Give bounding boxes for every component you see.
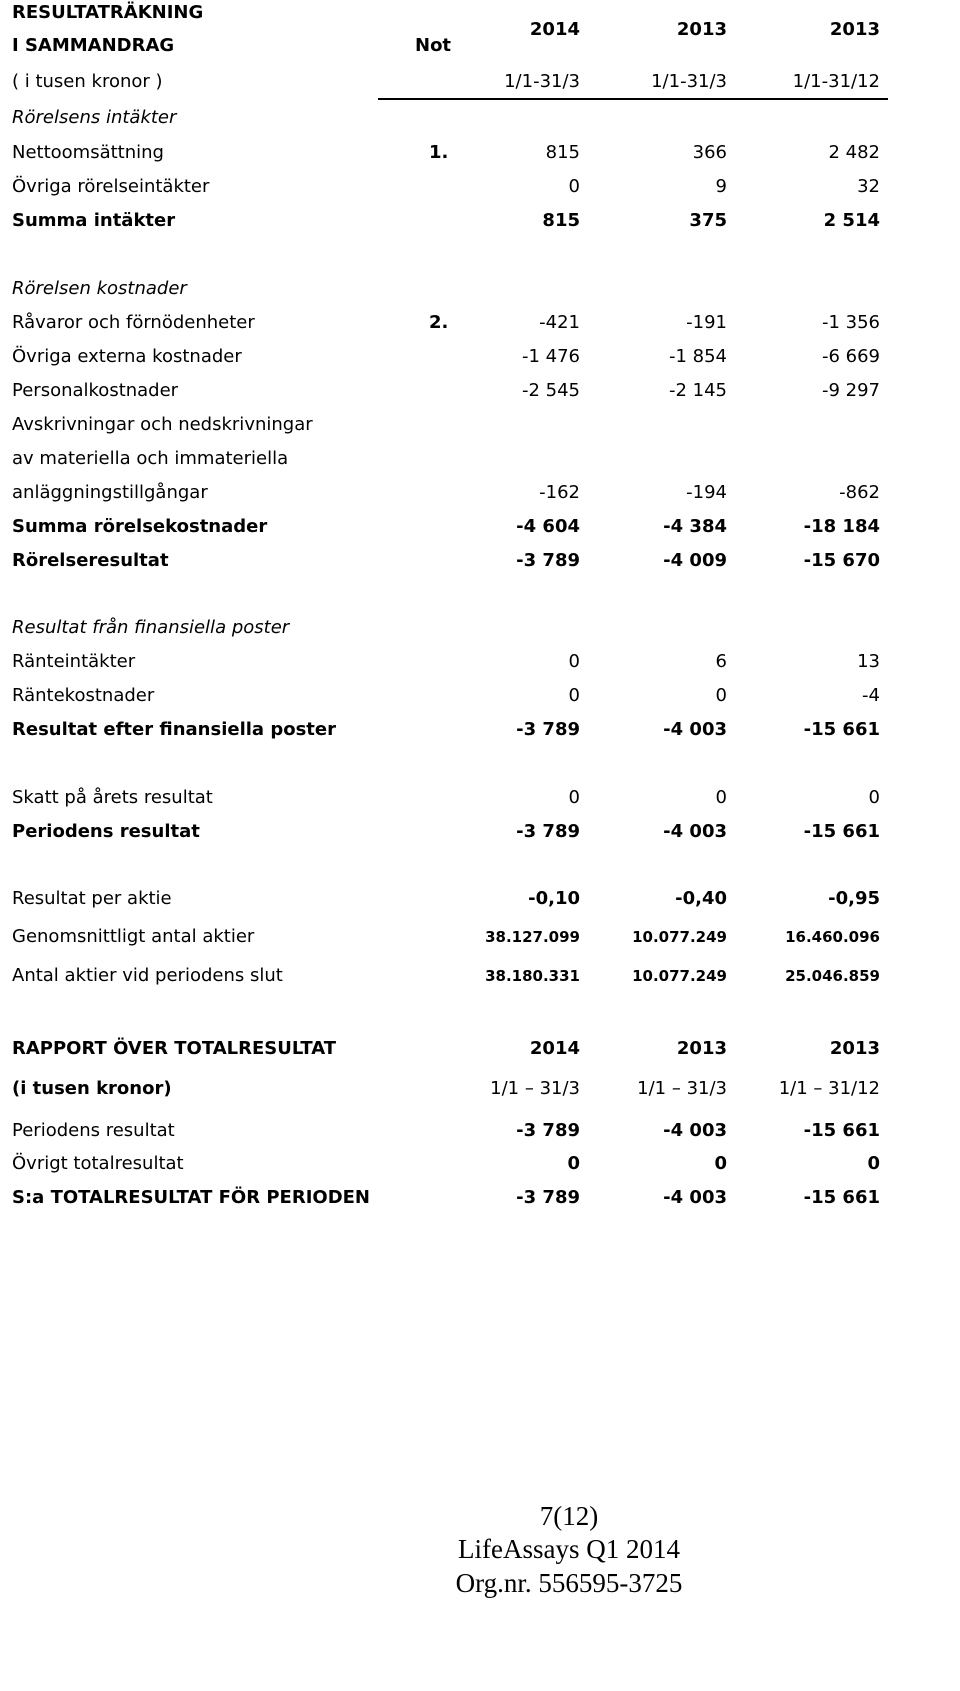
value-col1: 0 — [568, 176, 580, 197]
section-heading-label: Rörelsen kostnader — [12, 278, 187, 299]
value-col1: -2 545 — [521, 380, 580, 401]
value-col2: -0,40 — [675, 888, 727, 909]
value-col2: -194 — [686, 482, 727, 503]
value-col1: 38.127.099 — [485, 928, 580, 946]
value-col3: 2 482 — [828, 142, 880, 163]
value-col3: 2 514 — [823, 210, 880, 231]
note-reference: 1. — [429, 142, 449, 163]
value-col1: 0 — [568, 685, 580, 706]
row-interest-income — [0, 645, 960, 679]
row-label: S:a TOTALRESULTAT FÖR PERIODEN — [12, 1187, 370, 1208]
section-heading-label: Resultat från finansiella poster — [12, 617, 290, 638]
year-header-col1: 2014 — [529, 1038, 580, 1059]
row-label: Ränteintäkter — [12, 651, 136, 672]
report-name: LifeAssays Q1 2014 — [458, 1534, 680, 1564]
row-label: Genomsnittligt antal aktier — [12, 926, 255, 947]
row-label: Resultat per aktie — [12, 888, 172, 909]
section-heading-revenue — [0, 101, 960, 135]
row-label: Nettoomsättning — [12, 142, 164, 163]
row-label: Summa rörelsekostnader — [12, 516, 268, 537]
value-col2: 0 — [715, 685, 727, 706]
value-col2: 9 — [715, 176, 727, 197]
row-result-after-financial — [0, 713, 960, 747]
value-col2: 0 — [714, 1153, 727, 1174]
value-col3: -15 661 — [803, 1120, 880, 1141]
section-heading-financial — [0, 611, 960, 645]
value-col2: -4 003 — [663, 1187, 727, 1208]
row-label: Övriga externa kostnader — [12, 346, 242, 367]
year-header-col2: 2013 — [676, 1038, 727, 1059]
value-col3: -9 297 — [821, 380, 880, 401]
row-total-comprehensive-income — [0, 1181, 960, 1215]
value-col1: -3 789 — [516, 719, 580, 740]
row-operating-result — [0, 544, 960, 578]
row-raw-materials — [0, 306, 960, 340]
value-col3: -4 — [862, 685, 880, 706]
unit-label: ( i tusen kronor ) — [12, 71, 163, 92]
value-col1: 815 — [542, 210, 580, 231]
value-col3: 0 — [868, 787, 880, 808]
statement-title-line1: RESULTATRÄKNING — [12, 2, 204, 23]
row-tax — [0, 781, 960, 815]
statement-title-line2: I SAMMANDRAG — [12, 35, 175, 56]
year-header-col2: 2013 — [676, 19, 727, 40]
value-col1: -4 604 — [516, 516, 580, 537]
note-reference: 2. — [429, 312, 449, 333]
value-col1: -3 789 — [516, 1120, 580, 1141]
row-other-operating-income — [0, 170, 960, 204]
value-col3: -15 670 — [803, 550, 880, 571]
statement-subtitle-row — [0, 33, 960, 59]
row-label: anläggningstillgångar — [12, 482, 208, 503]
value-col1: -0,10 — [528, 888, 580, 909]
period-header-col1: 1/1 – 31/3 — [490, 1078, 580, 1099]
value-col3: -15 661 — [803, 719, 880, 740]
row-label: Rörelseresultat — [12, 550, 169, 571]
row-depreciation-line1 — [0, 408, 960, 442]
value-col2: -4 384 — [663, 516, 727, 537]
row-personnel-costs — [0, 374, 960, 408]
row-label: Skatt på årets resultat — [12, 787, 213, 808]
value-col3: -18 184 — [803, 516, 880, 537]
value-col1: -3 789 — [516, 821, 580, 842]
row-label: Avskrivningar och nedskrivningar — [12, 414, 313, 435]
value-col2: -191 — [686, 312, 727, 333]
row-label: Övrigt totalresultat — [12, 1153, 184, 1174]
row-period-result — [0, 815, 960, 849]
year-header-col3: 2013 — [829, 1038, 880, 1059]
period-header-col1: 1/1-31/3 — [504, 71, 580, 92]
value-col3: 32 — [857, 176, 880, 197]
value-col3: -862 — [839, 482, 880, 503]
row-label: Summa intäkter — [12, 210, 176, 231]
row-average-shares — [0, 920, 960, 954]
value-col1: -1 476 — [521, 346, 580, 367]
value-col3: -0,95 — [828, 888, 880, 909]
comprehensive-title-row — [0, 1032, 960, 1066]
row-total-revenue — [0, 204, 960, 238]
value-col3: -1 356 — [821, 312, 880, 333]
row-label: Resultat efter finansiella poster — [12, 719, 336, 740]
row-depreciation-line2 — [0, 442, 960, 476]
value-col2: -1 854 — [668, 346, 727, 367]
unit-label: (i tusen kronor) — [12, 1078, 172, 1099]
row-comprehensive-period-result — [0, 1114, 960, 1148]
value-col2: -4 003 — [663, 1120, 727, 1141]
value-col3: -15 661 — [803, 1187, 880, 1208]
period-header-col2: 1/1 – 31/3 — [637, 1078, 727, 1099]
value-col3: -15 661 — [803, 821, 880, 842]
value-col1: -3 789 — [516, 1187, 580, 1208]
year-header-col1: 2014 — [529, 19, 580, 40]
row-depreciation — [0, 476, 960, 510]
comprehensive-unit-row — [0, 1072, 960, 1106]
row-label: Antal aktier vid periodens slut — [12, 965, 283, 986]
row-shares-end-of-period — [0, 959, 960, 993]
value-col1: 815 — [545, 142, 580, 163]
period-header-col3: 1/1 – 31/12 — [778, 1078, 880, 1099]
row-other-comprehensive-income — [0, 1147, 960, 1181]
value-col2: 10.077.249 — [632, 967, 727, 985]
period-header-col2: 1/1-31/3 — [651, 71, 727, 92]
year-header-col3: 2013 — [829, 19, 880, 40]
value-col2: 0 — [715, 787, 727, 808]
row-interest-expense — [0, 679, 960, 713]
value-col3: 0 — [867, 1153, 880, 1174]
row-label: Råvaror och förnödenheter — [12, 312, 255, 333]
row-total-operating-costs — [0, 510, 960, 544]
value-col3: 16.460.096 — [785, 928, 880, 946]
value-col2: 375 — [689, 210, 727, 231]
value-col1: 0 — [568, 787, 580, 808]
row-earnings-per-share — [0, 882, 960, 916]
value-col2: -4 003 — [663, 821, 727, 842]
row-label: Räntekostnader — [12, 685, 155, 706]
row-label: av materiella och immateriella — [12, 448, 289, 469]
section-heading-costs — [0, 272, 960, 306]
row-label: Periodens resultat — [12, 1120, 175, 1141]
value-col2: 6 — [715, 651, 727, 672]
row-label: Personalkostnader — [12, 380, 179, 401]
value-col2: 10.077.249 — [632, 928, 727, 946]
row-label: Periodens resultat — [12, 821, 200, 842]
comprehensive-title: RAPPORT ÖVER TOTALRESULTAT — [12, 1038, 337, 1059]
note-column-header: Not — [415, 35, 452, 56]
section-heading-label: Rörelsens intäkter — [12, 107, 177, 128]
row-net-sales — [0, 136, 960, 170]
period-header-col3: 1/1-31/12 — [792, 71, 880, 92]
value-col3: -6 669 — [821, 346, 880, 367]
value-col3: 25.046.859 — [785, 967, 880, 985]
value-col1: 0 — [567, 1153, 580, 1174]
unit-period-row — [0, 69, 960, 95]
row-label: Övriga rörelseintäkter — [12, 176, 210, 197]
value-col3: 13 — [857, 651, 880, 672]
value-col1: 0 — [568, 651, 580, 672]
value-col2: 366 — [692, 142, 727, 163]
value-col1: -162 — [539, 482, 580, 503]
header-rule — [378, 98, 888, 100]
value-col2: -4 003 — [663, 719, 727, 740]
value-col2: -4 009 — [663, 550, 727, 571]
value-col1: 38.180.331 — [485, 967, 580, 985]
value-col1: -421 — [539, 312, 580, 333]
value-col2: -2 145 — [668, 380, 727, 401]
value-col1: -3 789 — [516, 550, 580, 571]
organization-number: Org.nr. 556595-3725 — [455, 1568, 683, 1598]
row-other-external-costs — [0, 340, 960, 374]
page-number: 7(12) — [539, 1501, 599, 1531]
